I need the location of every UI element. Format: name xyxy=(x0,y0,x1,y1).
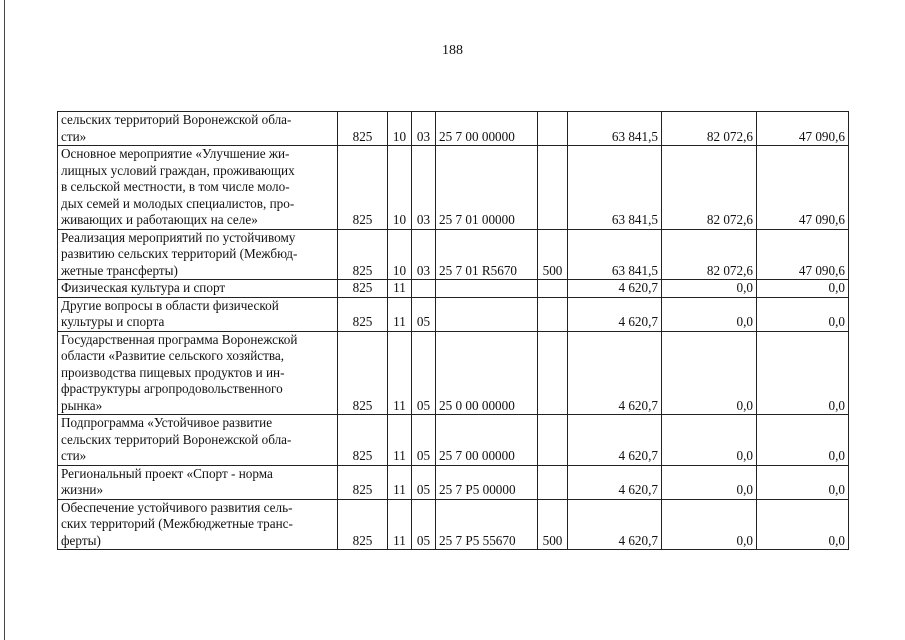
amount-year3-cell: 0,0 xyxy=(757,465,849,499)
target-article-cell: 25 7 01 R5670 xyxy=(436,229,538,280)
row-title-cell xyxy=(58,499,338,550)
subsection-cell: 03 xyxy=(412,229,436,280)
section-cell: 10 xyxy=(388,146,412,230)
row-title-line: сельских территорий Воронежской обла- xyxy=(61,431,292,447)
page-number: 188 xyxy=(442,43,463,58)
row-title-line: Подпрограмма «Устойчивое развитие xyxy=(61,415,273,430)
budget-table xyxy=(57,111,849,550)
target-article-cell: 25 7 P5 55670 xyxy=(436,499,538,550)
amount-year1-cell: 63 841,5 xyxy=(568,229,662,280)
amount-year2-cell: 0,0 xyxy=(662,331,757,415)
row-title-cell xyxy=(58,280,338,298)
row-title-line: области «Развитие сельского хозяйства, xyxy=(61,348,285,363)
amount-year2-cell: 82 072,6 xyxy=(662,229,757,280)
expense-type-cell xyxy=(538,112,568,146)
section-cell: 11 xyxy=(388,280,412,298)
amount-year1-cell: 4 620,7 xyxy=(568,297,662,331)
amount-year3-cell: 0,0 xyxy=(757,499,849,550)
row-title-line: жетные трансферты) xyxy=(61,262,178,278)
subsection-cell: 05 xyxy=(412,499,436,550)
section-cell: 11 xyxy=(388,415,412,466)
table-row xyxy=(58,297,849,331)
grbs-cell: 825 xyxy=(338,280,388,298)
target-article-cell: 25 7 00 00000 xyxy=(436,112,538,146)
amount-year2-cell: 0,0 xyxy=(662,465,757,499)
budget-table-body xyxy=(58,112,849,550)
target-article-cell: 25 7 P5 00000 xyxy=(436,465,538,499)
subsection-cell: 03 xyxy=(412,112,436,146)
grbs-cell: 825 xyxy=(338,146,388,230)
table-row xyxy=(58,229,849,280)
amount-year1-cell: 63 841,5 xyxy=(568,112,662,146)
row-title-line: Другие вопросы в области физической xyxy=(61,297,279,313)
section-cell: 10 xyxy=(388,112,412,146)
subsection-cell: 05 xyxy=(412,465,436,499)
grbs-cell: 825 xyxy=(338,229,388,280)
amount-year3-cell: 0,0 xyxy=(757,280,849,298)
table-row xyxy=(58,331,849,415)
amount-year1-cell: 4 620,7 xyxy=(568,499,662,550)
target-article-cell: 25 7 00 00000 xyxy=(436,415,538,466)
amount-year3-cell: 0,0 xyxy=(757,415,849,466)
row-title-cell xyxy=(58,331,338,415)
row-title-line: ферты) xyxy=(61,532,101,548)
section-cell: 10 xyxy=(388,229,412,280)
row-title-line: в сельской местности, в том числе моло- xyxy=(61,179,290,194)
target-article-cell: 25 7 01 00000 xyxy=(436,146,538,230)
target-article-cell xyxy=(436,280,538,298)
amount-year2-cell: 0,0 xyxy=(662,415,757,466)
row-title-line: жизни» xyxy=(61,482,104,497)
table-row xyxy=(58,146,849,230)
table-row xyxy=(58,465,849,499)
row-title-line: сельских территорий Воронежской обла- xyxy=(61,112,292,127)
table-row xyxy=(58,280,849,298)
expense-type-cell xyxy=(538,415,568,466)
row-title-cell xyxy=(58,415,338,466)
section-cell: 11 xyxy=(388,465,412,499)
grbs-cell: 825 xyxy=(338,112,388,146)
row-title-line: рынка» xyxy=(61,397,103,413)
amount-year1-cell: 4 620,7 xyxy=(568,331,662,415)
row-title-line: Обеспечение устойчивого развития сель- xyxy=(61,499,293,515)
row-title-line: Региональный проект «Спорт - норма xyxy=(61,465,273,481)
section-cell: 11 xyxy=(388,499,412,550)
amount-year2-cell: 0,0 xyxy=(662,280,757,298)
row-title-line: фраструктуры агропродовольственного xyxy=(61,381,283,396)
expense-type-cell: 500 xyxy=(538,499,568,550)
section-cell: 11 xyxy=(388,331,412,415)
amount-year3-cell: 47 090,6 xyxy=(757,146,849,230)
grbs-cell: 825 xyxy=(338,499,388,550)
row-title-cell xyxy=(58,465,338,499)
row-title-line: Основное мероприятие «Улучшение жи- xyxy=(61,146,290,161)
grbs-cell: 825 xyxy=(338,331,388,415)
table-row xyxy=(58,112,849,146)
expense-type-cell xyxy=(538,331,568,415)
amount-year2-cell: 0,0 xyxy=(662,297,757,331)
row-title-line: лищных условий граждан, проживающих xyxy=(61,162,295,178)
row-title-line: живающих и работающих на селе» xyxy=(61,212,258,227)
row-title-line: Государственная программа Воронежской xyxy=(61,331,298,347)
amount-year3-cell: 0,0 xyxy=(757,297,849,331)
amount-year2-cell: 0,0 xyxy=(662,499,757,550)
row-title-line: сти» xyxy=(61,128,87,144)
grbs-cell: 825 xyxy=(338,297,388,331)
amount-year2-cell: 82 072,6 xyxy=(662,146,757,230)
section-cell: 11 xyxy=(388,297,412,331)
amount-year1-cell: 4 620,7 xyxy=(568,415,662,466)
row-title-line: развитию сельских территорий (Межбюд- xyxy=(61,246,298,261)
row-title-line: Физическая культура и спорт xyxy=(61,280,226,295)
amount-year1-cell: 4 620,7 xyxy=(568,465,662,499)
target-article-cell: 25 0 00 00000 xyxy=(436,331,538,415)
page-edge-rule xyxy=(4,0,5,640)
subsection-cell: 05 xyxy=(412,331,436,415)
amount-year3-cell: 47 090,6 xyxy=(757,112,849,146)
grbs-cell: 825 xyxy=(338,465,388,499)
amount-year3-cell: 47 090,6 xyxy=(757,229,849,280)
row-title-line: ских территорий (Межбюджетные транс- xyxy=(61,516,293,531)
row-title-cell xyxy=(58,146,338,230)
row-title-line: культуры и спорта xyxy=(61,314,165,329)
row-title-cell xyxy=(58,229,338,280)
amount-year1-cell: 63 841,5 xyxy=(568,146,662,230)
row-title-line: сти» xyxy=(61,448,87,463)
grbs-cell: 825 xyxy=(338,415,388,466)
row-title-line: дых семей и молодых специалистов, про- xyxy=(61,195,295,211)
expense-type-cell xyxy=(538,465,568,499)
expense-type-cell xyxy=(538,297,568,331)
subsection-cell: 05 xyxy=(412,297,436,331)
subsection-cell: 05 xyxy=(412,415,436,466)
target-article-cell xyxy=(436,297,538,331)
amount-year3-cell: 0,0 xyxy=(757,331,849,415)
expense-type-cell: 500 xyxy=(538,229,568,280)
subsection-cell xyxy=(412,280,436,298)
table-row xyxy=(58,415,849,466)
subsection-cell: 03 xyxy=(412,146,436,230)
expense-type-cell xyxy=(538,280,568,298)
amount-year1-cell: 4 620,7 xyxy=(568,280,662,298)
row-title-line: производства пищевых продуктов и ин- xyxy=(61,364,285,380)
expense-type-cell xyxy=(538,146,568,230)
table-row xyxy=(58,499,849,550)
row-title-cell xyxy=(58,297,338,331)
row-title-line: Реализация мероприятий по устойчивому xyxy=(61,229,296,245)
row-title-cell xyxy=(58,112,338,146)
amount-year2-cell: 82 072,6 xyxy=(662,112,757,146)
